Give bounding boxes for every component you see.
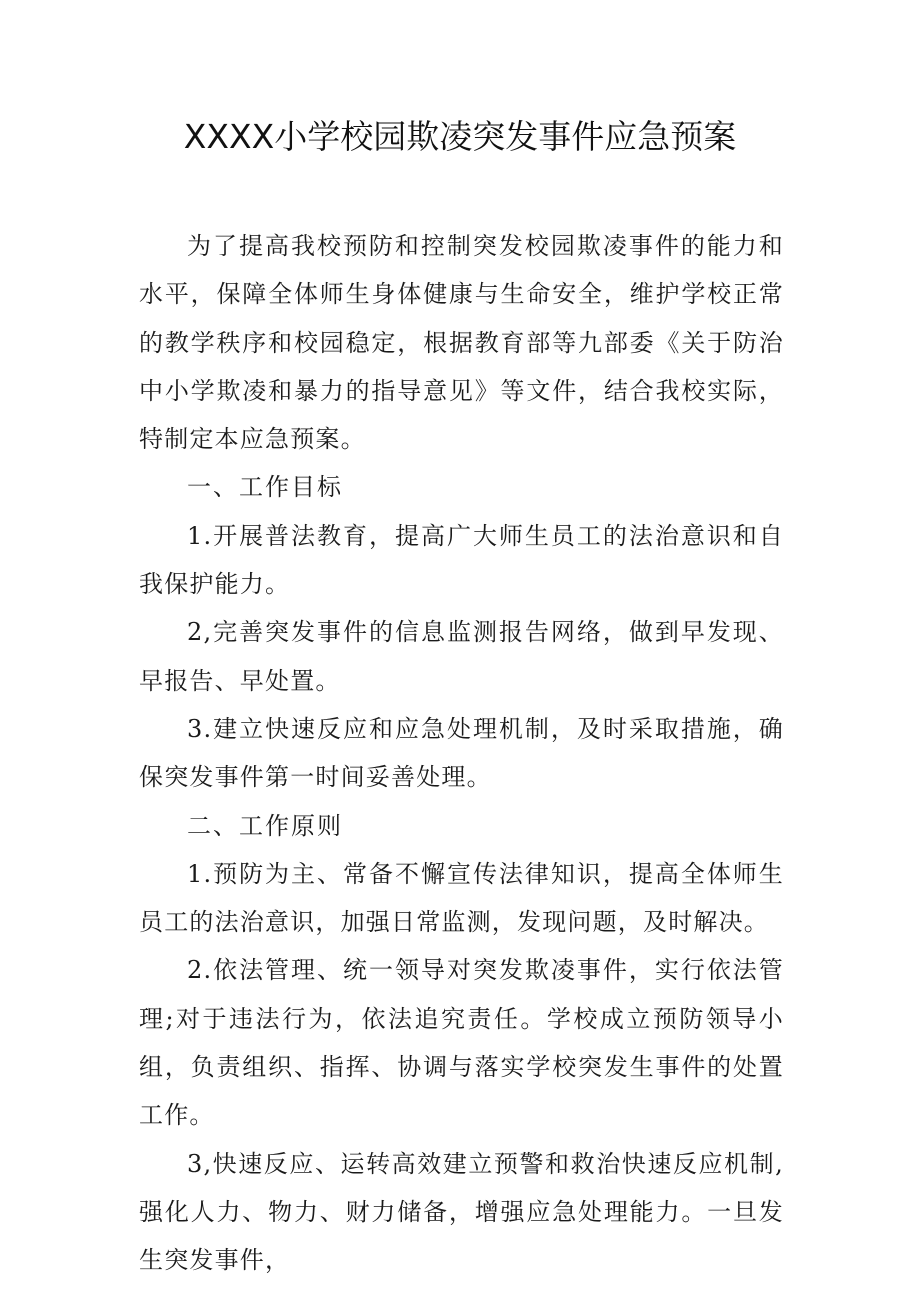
paragraph-goal-2: 2,完善突发事件的信息监测报告网络，做到早发现、早报告、早处置。 — [139, 618, 784, 695]
paragraph-intro: 为了提高我校预防和控制突发校园欺凌事件的能力和水平，保障全体师生身体健康与生命安全，维护学校正常的教学秩序和校园稳定，根据教育部等九部委《关于防治中小学欺凌和暴力的指导意见》等文件，结合我校实际，特制定本应急预案。 — [139, 232, 784, 454]
paragraph-goal-3: 3.建立快速反应和应急处理机制，及时采取措施，确保突发事件第一时间妥善处理。 — [139, 714, 784, 792]
section-heading-goals: 一、工作目标 — [187, 473, 343, 502]
paragraph-principle-1: 1.预防为主、常备不懈宣传法律知识，提高全体师生员工的法治意识，加强日常监测，发现问题，及时解决。 — [139, 859, 784, 937]
document-title: XXXX小学校园欺凌突发事件应急预案 — [183, 117, 737, 156]
paragraph-goal-1: 1.开展普法教育，提高广大师生员工的法治意识和自我保护能力。 — [139, 521, 784, 599]
document-body — [139, 222, 784, 1285]
paragraph-principle-3: 3,快速反应、运转高效建立预警和救治快速反应机制,强化人力、物力、财力储备，增强应急处理能力。一旦发生突发事件， — [139, 1149, 784, 1275]
section-heading-principles: 二、工作原则 — [187, 811, 343, 840]
paragraph-principle-2: 2.依法管理、统一领导对突发欺凌事件，实行依法管理;对于违法行为，依法追究责任。学校成立预防领导小组，负责组织、指挥、协调与落实学校突发生事件的处置工作。 — [139, 956, 784, 1130]
